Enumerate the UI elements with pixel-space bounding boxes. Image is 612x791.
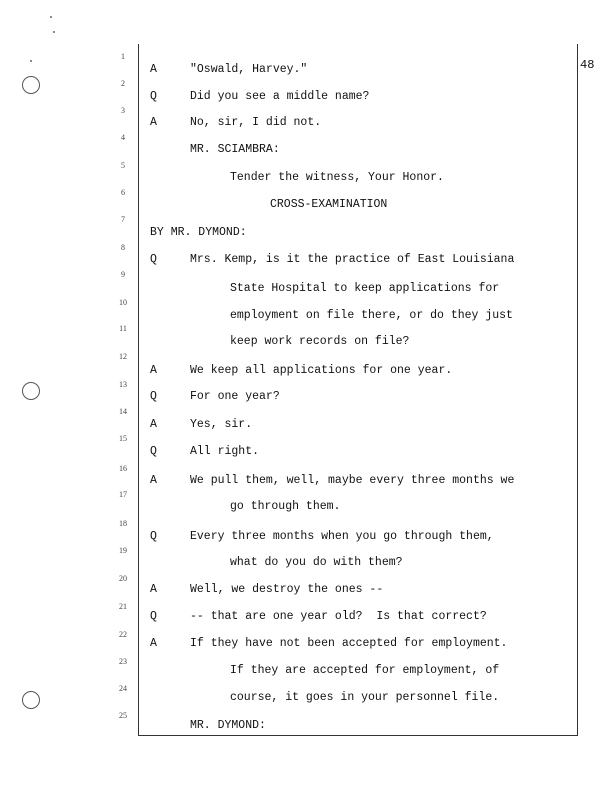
line-number: 13 <box>119 380 127 389</box>
transcript-line: Well, we destroy the ones -- <box>190 583 384 596</box>
transcript-line: MR. SCIAMBRA: <box>190 143 280 156</box>
transcript-line: what do you do with them? <box>230 556 403 569</box>
transcript-line: CROSS-EXAMINATION <box>270 198 388 211</box>
line-number: 8 <box>121 243 125 252</box>
transcript-line: employment on file there, or do they just <box>230 309 513 322</box>
speaker-label: A <box>150 364 157 377</box>
scan-speck <box>53 31 55 33</box>
transcript-line: Did you see a middle name? <box>190 90 370 103</box>
transcript-line: If they are accepted for employment, of <box>230 664 500 677</box>
transcript-line: Mrs. Kemp, is it the practice of East Louisiana <box>190 253 515 266</box>
speaker-label: A <box>150 583 157 596</box>
speaker-label: A <box>150 116 157 129</box>
transcript-line: go through them. <box>230 500 341 513</box>
speaker-label: Q <box>150 445 157 458</box>
line-number: 23 <box>119 657 127 666</box>
line-number: 19 <box>119 546 127 555</box>
transcript-line: State Hospital to keep applications for <box>230 282 500 295</box>
transcript-line: -- that are one year old? Is that correct? <box>190 610 487 623</box>
line-number: 14 <box>119 407 127 416</box>
line-number: 25 <box>119 711 127 720</box>
line-number: 20 <box>119 574 127 583</box>
speaker-label: A <box>150 63 157 76</box>
line-number: 4 <box>121 133 125 142</box>
line-number: 2 <box>121 79 125 88</box>
line-number: 15 <box>119 434 127 443</box>
line-number: 24 <box>119 684 127 693</box>
transcript-line: keep work records on file? <box>230 335 410 348</box>
transcript-line: MR. DYMOND: <box>190 719 266 732</box>
binder-hole-top <box>22 76 40 94</box>
line-number: 3 <box>121 106 125 115</box>
speaker-label: Q <box>150 253 157 266</box>
speaker-label: Q <box>150 90 157 103</box>
line-number: 12 <box>119 352 127 361</box>
transcript-line: For one year? <box>190 390 280 403</box>
transcript-line: All right. <box>190 445 260 458</box>
line-number: 11 <box>119 324 127 333</box>
transcript-line: Tender the witness, Your Honor. <box>230 171 444 184</box>
scan-speck <box>30 60 32 62</box>
speaker-label: Q <box>150 530 157 543</box>
line-number: 18 <box>119 519 127 528</box>
speaker-label: A <box>150 637 157 650</box>
line-number: 9 <box>121 270 125 279</box>
speaker-label: Q <box>150 610 157 623</box>
transcript-line: Every three months when you go through them, <box>190 530 494 543</box>
scan-speck <box>50 16 52 18</box>
transcript-line: We pull them, well, maybe every three months we <box>190 474 515 487</box>
line-number: 5 <box>121 161 125 170</box>
transcript-line: Yes, sir. <box>190 418 253 431</box>
transcript-line: No, sir, I did not. <box>190 116 322 129</box>
line-number: 22 <box>119 630 127 639</box>
speaker-label: A <box>150 418 157 431</box>
binder-hole-middle <box>22 382 40 400</box>
line-number: 16 <box>119 464 127 473</box>
transcript-line: BY MR. DYMOND: <box>150 226 247 239</box>
line-number: 1 <box>121 52 125 61</box>
line-number: 6 <box>121 188 125 197</box>
speaker-label: Q <box>150 390 157 403</box>
page-number: 48 <box>580 58 595 72</box>
line-number: 17 <box>119 490 127 499</box>
transcript-line: "Oswald, Harvey." <box>190 63 308 76</box>
speaker-label: A <box>150 474 157 487</box>
transcript-line: If they have not been accepted for employment. <box>190 637 508 650</box>
binder-hole-bottom <box>22 691 40 709</box>
line-number: 10 <box>119 298 127 307</box>
transcript-line: course, it goes in your personnel file. <box>230 691 500 704</box>
transcript-line: We keep all applications for one year. <box>190 364 453 377</box>
line-number: 21 <box>119 602 127 611</box>
line-number: 7 <box>121 215 125 224</box>
